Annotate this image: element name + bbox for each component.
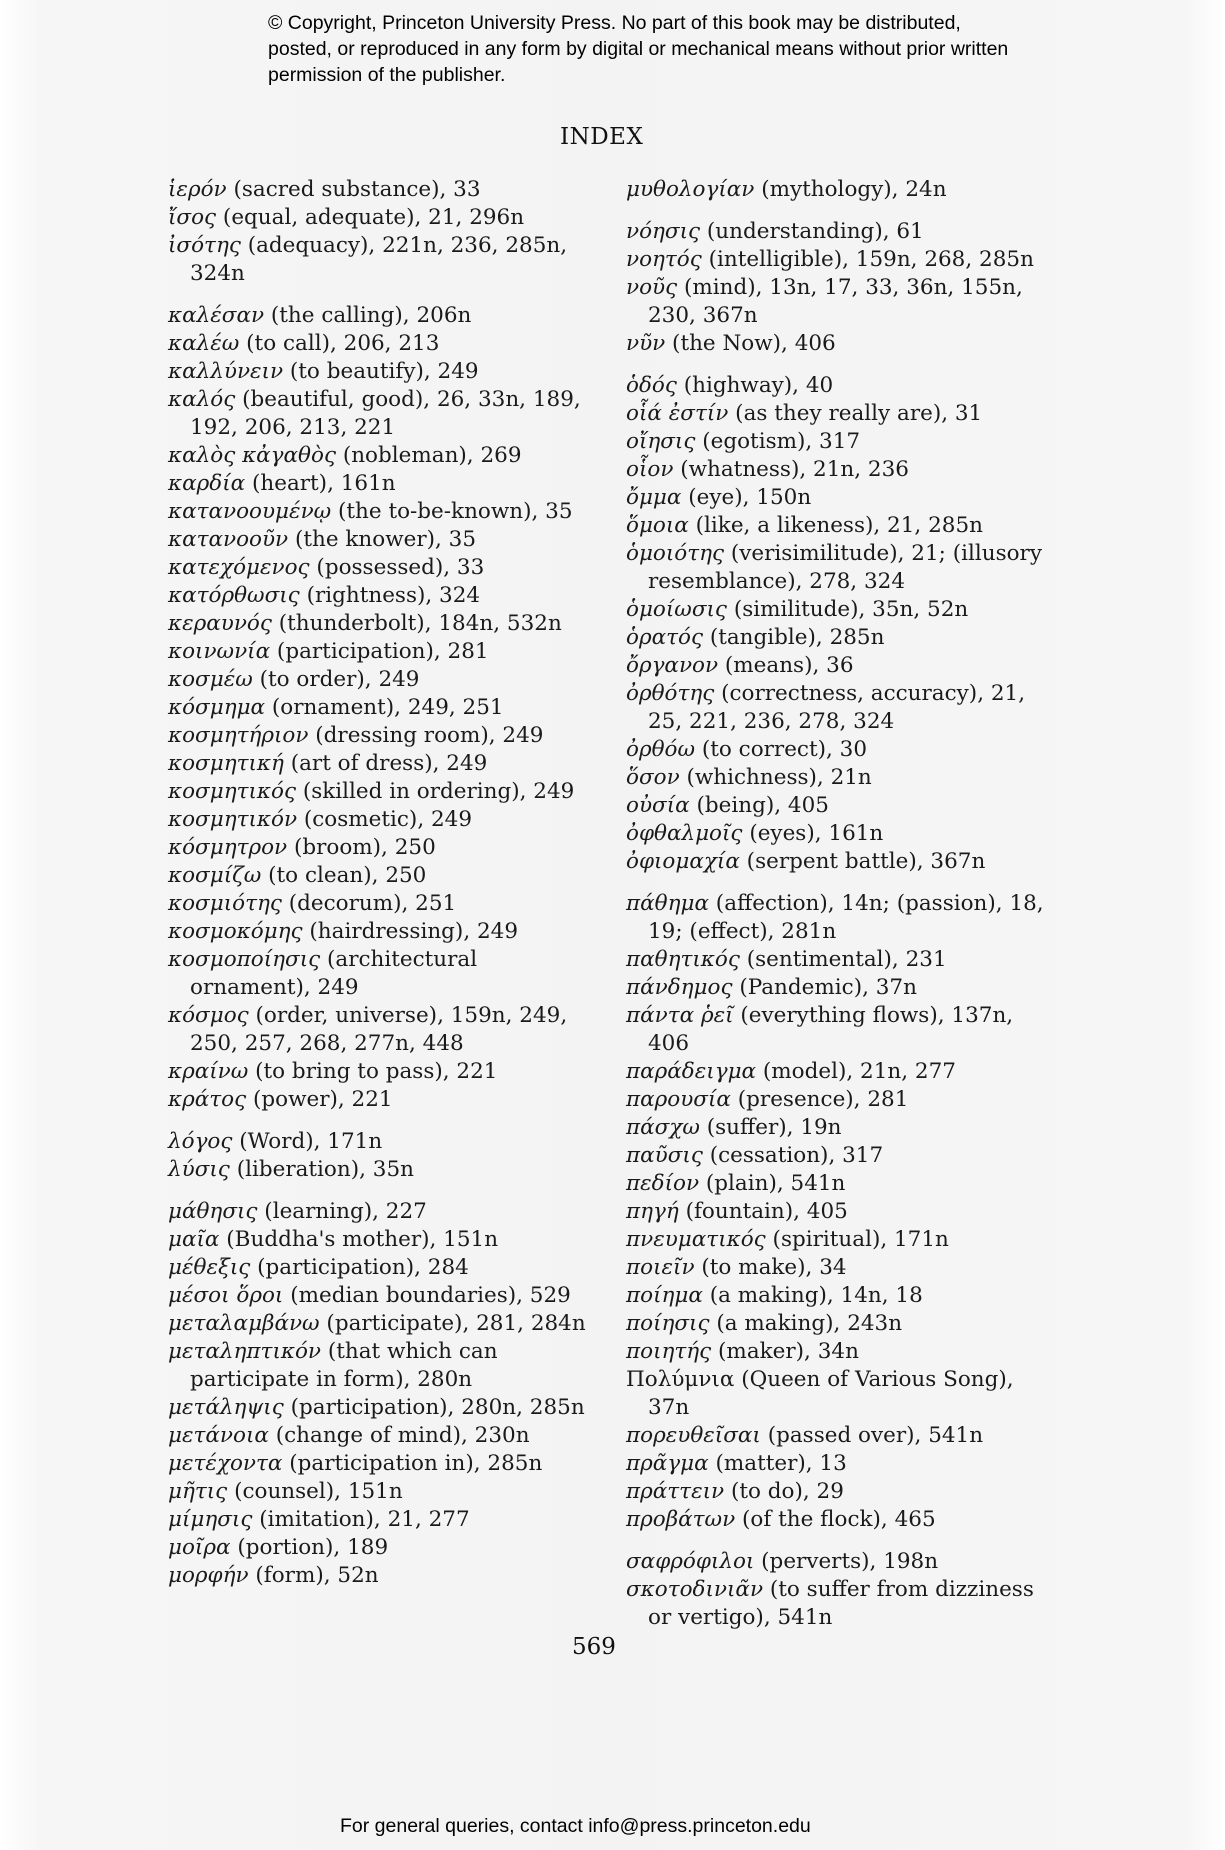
index-gloss: (equal, adequate), 21, 296n bbox=[216, 205, 525, 230]
index-term: κατανοουμένῳ bbox=[168, 499, 332, 524]
index-entry bbox=[626, 946, 1056, 974]
index-term: οἴησις bbox=[626, 429, 696, 454]
index-gloss: (rightness), 324 bbox=[299, 583, 481, 608]
index-entry bbox=[168, 176, 598, 204]
index-term: ὁδός bbox=[626, 373, 677, 398]
index-term: μετάληψις bbox=[168, 1395, 284, 1420]
index-entry bbox=[626, 596, 1056, 624]
index-term: ποιητής bbox=[626, 1339, 712, 1364]
index-gloss: (to suffer from dizziness or vertigo), 541n bbox=[648, 1577, 1034, 1630]
index-gloss: (perverts), 198n bbox=[754, 1549, 939, 1574]
index-entry bbox=[626, 540, 1056, 596]
index-gloss: (of the flock), 465 bbox=[735, 1507, 936, 1532]
index-term: κοσμιότης bbox=[168, 891, 282, 916]
index-entry bbox=[168, 610, 598, 638]
index-entry bbox=[168, 722, 598, 750]
index-entry bbox=[168, 1506, 598, 1534]
index-term: νοητός bbox=[626, 247, 702, 272]
index-entry bbox=[626, 1058, 1056, 1086]
index-gloss: (whatness), 21n, 236 bbox=[673, 457, 909, 482]
index-entry bbox=[626, 1254, 1056, 1282]
index-term: καρδία bbox=[168, 471, 246, 496]
index-term: καλέω bbox=[168, 331, 240, 356]
index-term: κατόρθωσις bbox=[168, 583, 300, 608]
index-entry bbox=[168, 834, 598, 862]
index-gloss: (the knower), 35 bbox=[288, 527, 477, 552]
index-gloss: (everything flows), 137n, 406 bbox=[648, 1003, 1014, 1056]
index-entry bbox=[626, 1142, 1056, 1170]
index-term: κραίνω bbox=[168, 1059, 249, 1084]
index-term: ὄμμα bbox=[626, 485, 682, 510]
index-term: πεδίον bbox=[626, 1171, 700, 1196]
index-term: πορευθεῖσαι bbox=[626, 1423, 761, 1448]
index-gloss: (median boundaries), 529 bbox=[283, 1283, 571, 1308]
index-gloss: (broom), 250 bbox=[287, 835, 436, 860]
index-term: κόσμος bbox=[168, 1003, 249, 1028]
index-entry bbox=[626, 764, 1056, 792]
index-gloss: (participate), 281, 284n bbox=[319, 1311, 586, 1336]
index-term: κράτος bbox=[168, 1087, 247, 1112]
index-term: πνευματικός bbox=[626, 1227, 766, 1252]
index-term: ὅσον bbox=[626, 765, 680, 790]
index-gloss: (correctness, accuracy), 21, 25, 221, 236, 278, 324 bbox=[648, 681, 1026, 734]
index-term: νόησις bbox=[626, 219, 701, 244]
index-gloss: (tangible), 285n bbox=[702, 625, 885, 650]
index-column-right bbox=[626, 176, 1056, 1632]
index-term: μῆτις bbox=[168, 1479, 228, 1504]
index-term: προβάτων bbox=[626, 1507, 736, 1532]
index-gloss: (participation in), 285n bbox=[282, 1451, 543, 1476]
index-term: ὀρθόω bbox=[626, 737, 696, 762]
index-gloss: (imitation), 21, 277 bbox=[252, 1507, 470, 1532]
index-entry bbox=[626, 246, 1056, 274]
index-term: κοινωνία bbox=[168, 639, 271, 664]
index-gloss: (portion), 189 bbox=[230, 1535, 389, 1560]
index-gloss: (liberation), 35n bbox=[229, 1157, 414, 1182]
index-gloss: (model), 21n, 277 bbox=[756, 1059, 956, 1084]
index-entry bbox=[168, 1534, 598, 1562]
index-gloss: (beautiful, good), 26, 33n, 189, 192, 206, 213, 221 bbox=[190, 387, 581, 440]
index-term: ὄργανον bbox=[626, 653, 719, 678]
index-gloss: (the Now), 406 bbox=[665, 331, 836, 356]
index-term: ποίησις bbox=[626, 1311, 710, 1336]
index-gloss: (to bring to pass), 221 bbox=[248, 1059, 498, 1084]
index-term: ὁμοιότης bbox=[626, 541, 725, 566]
index-term: ποιεῖν bbox=[626, 1255, 695, 1280]
index-term: καλλύνειν bbox=[168, 359, 284, 384]
index-entry bbox=[168, 1058, 598, 1086]
index-entry bbox=[168, 232, 598, 288]
index-entry bbox=[168, 1254, 598, 1282]
index-column-left bbox=[168, 176, 598, 1590]
index-entry bbox=[168, 638, 598, 666]
index-gloss: (intelligible), 159n, 268, 285n bbox=[701, 247, 1034, 272]
index-entry bbox=[626, 1478, 1056, 1506]
index-entry bbox=[626, 274, 1056, 330]
index-entry bbox=[626, 1576, 1056, 1632]
index-gloss: (plain), 541n bbox=[699, 1171, 846, 1196]
index-term: κοσμητική bbox=[168, 751, 284, 776]
index-term: σαφρόφιλοι bbox=[626, 1549, 755, 1574]
entry-gap bbox=[168, 1184, 598, 1198]
entry-gap bbox=[626, 1534, 1056, 1548]
index-term: κοσμέω bbox=[168, 667, 253, 692]
index-term: ποίημα bbox=[626, 1283, 703, 1308]
index-gloss: (form), 52n bbox=[248, 1563, 379, 1588]
index-entry bbox=[168, 694, 598, 722]
index-term: ὀρθότης bbox=[626, 681, 715, 706]
index-term: πάνδημος bbox=[626, 975, 733, 1000]
index-entry bbox=[168, 1562, 598, 1590]
index-gloss: (that which can participate in form), 280n bbox=[190, 1339, 498, 1392]
index-gloss: (eyes), 161n bbox=[742, 821, 884, 846]
index-entry bbox=[626, 484, 1056, 512]
index-term: οὐσία bbox=[626, 793, 690, 818]
index-term: μάθησις bbox=[168, 1199, 258, 1224]
index-term: κοσμοποίησις bbox=[168, 947, 321, 972]
index-entry bbox=[168, 778, 598, 806]
index-entry bbox=[626, 1086, 1056, 1114]
index-entry bbox=[168, 302, 598, 330]
index-gloss: (learning), 227 bbox=[257, 1199, 427, 1224]
index-entry bbox=[168, 582, 598, 610]
index-entry bbox=[626, 792, 1056, 820]
index-entry bbox=[168, 498, 598, 526]
index-term: μεταληπτικόν bbox=[168, 1339, 321, 1364]
index-gloss: (passed over), 541n bbox=[760, 1423, 984, 1448]
index-gloss: (participation), 284 bbox=[250, 1255, 469, 1280]
index-gloss: (to beautify), 249 bbox=[283, 359, 479, 384]
index-entry bbox=[168, 1156, 598, 1184]
index-entry bbox=[168, 890, 598, 918]
index-entry bbox=[626, 330, 1056, 358]
index-gloss: (affection), 14n; (passion), 18, 19; (effect), 281n bbox=[648, 891, 1044, 944]
index-gloss: (understanding), 61 bbox=[700, 219, 924, 244]
index-entry bbox=[168, 1310, 598, 1338]
index-entry bbox=[626, 820, 1056, 848]
index-gloss: (architectural ornament), 249 bbox=[190, 947, 478, 1000]
page-title: INDEX bbox=[560, 124, 644, 150]
index-entry bbox=[168, 1226, 598, 1254]
index-gloss: (verisimilitude), 21; (illusory resemblance), 278, 324 bbox=[648, 541, 1042, 594]
index-term: καλέσαν bbox=[168, 303, 265, 328]
index-gloss: (spiritual), 171n bbox=[765, 1227, 949, 1252]
index-gloss: (participation), 280n, 285n bbox=[283, 1395, 585, 1420]
index-term: παῦσις bbox=[626, 1143, 703, 1168]
copyright-notice: © Copyright, Princeton University Press. No part of this book may be distributed, posted, or reproduced in any form by digital or mechanical means without prior written permission of the publisher. bbox=[268, 12, 1009, 86]
index-gloss: (nobleman), 269 bbox=[335, 443, 522, 468]
index-entry bbox=[626, 372, 1056, 400]
index-gloss: (participation), 281 bbox=[270, 639, 489, 664]
index-term: ὁρατός bbox=[626, 625, 703, 650]
index-gloss: (being), 405 bbox=[689, 793, 829, 818]
index-term: λύσις bbox=[168, 1157, 230, 1182]
index-term: κεραυνός bbox=[168, 611, 272, 636]
entry-gap bbox=[168, 1114, 598, 1128]
index-entry bbox=[626, 1226, 1056, 1254]
index-entry bbox=[168, 1198, 598, 1226]
index-entry bbox=[626, 512, 1056, 540]
index-gloss: (change of mind), 230n bbox=[268, 1423, 530, 1448]
index-gloss: (a making), 243n bbox=[709, 1311, 903, 1336]
index-entry bbox=[168, 554, 598, 582]
index-gloss: (cessation), 317 bbox=[702, 1143, 884, 1168]
index-gloss: (means), 36 bbox=[718, 653, 854, 678]
index-entry bbox=[168, 1338, 598, 1394]
index-entry bbox=[626, 1198, 1056, 1226]
index-gloss: (mythology), 24n bbox=[754, 177, 947, 202]
index-gloss: (matter), 13 bbox=[708, 1451, 847, 1476]
index-gloss: (maker), 34n bbox=[711, 1339, 859, 1364]
footer-contact: For general queries, contact info@press.princeton.edu bbox=[340, 1815, 811, 1837]
index-gloss: (to do), 29 bbox=[724, 1479, 844, 1504]
index-entry bbox=[168, 806, 598, 834]
index-term: κοσμητικόν bbox=[168, 807, 298, 832]
index-entry bbox=[626, 1506, 1056, 1534]
index-term: καλὸς κἀγαθὸς bbox=[168, 443, 336, 468]
index-gloss: (possessed), 33 bbox=[309, 555, 485, 580]
index-term: μαῖα bbox=[168, 1227, 220, 1252]
index-gloss: (suffer), 19n bbox=[699, 1115, 842, 1140]
index-gloss: (cosmetic), 249 bbox=[297, 807, 473, 832]
index-term: μυθολογίαν bbox=[626, 177, 755, 202]
index-term: μετάνοια bbox=[168, 1423, 269, 1448]
index-entry bbox=[168, 1086, 598, 1114]
page-number: 569 bbox=[572, 1634, 616, 1660]
index-entry bbox=[626, 1002, 1056, 1058]
index-entry bbox=[168, 330, 598, 358]
index-term: μίμησις bbox=[168, 1507, 253, 1532]
index-term: παθητικός bbox=[626, 947, 740, 972]
index-term: ὅμοια bbox=[626, 513, 689, 538]
index-term: Πολύμνια bbox=[626, 1367, 735, 1392]
index-entry bbox=[626, 680, 1056, 736]
index-term: ὁμοίωσις bbox=[626, 597, 727, 622]
index-entry bbox=[626, 848, 1056, 876]
index-gloss: (counsel), 151n bbox=[227, 1479, 403, 1504]
index-gloss: (sacred substance), 33 bbox=[226, 177, 481, 202]
index-gloss: (Word), 171n bbox=[232, 1129, 383, 1154]
index-gloss: (to correct), 30 bbox=[695, 737, 868, 762]
index-entry bbox=[168, 1002, 598, 1058]
index-term: ἰσότης bbox=[168, 233, 241, 258]
index-gloss: (decorum), 251 bbox=[281, 891, 457, 916]
index-entry bbox=[168, 1478, 598, 1506]
index-gloss: (highway), 40 bbox=[676, 373, 834, 398]
index-gloss: (to make), 34 bbox=[694, 1255, 847, 1280]
index-entry bbox=[168, 1394, 598, 1422]
index-gloss: (sentimental), 231 bbox=[739, 947, 947, 972]
index-entry bbox=[626, 428, 1056, 456]
index-entry bbox=[168, 1422, 598, 1450]
index-term: οἷον bbox=[626, 457, 674, 482]
index-gloss: (serpent battle), 367n bbox=[739, 849, 986, 874]
index-entry bbox=[626, 1114, 1056, 1142]
index-term: κοσμητικός bbox=[168, 779, 296, 804]
index-term: νοῦς bbox=[626, 275, 678, 300]
index-gloss: (as they really are), 31 bbox=[728, 401, 983, 426]
index-term: μορφήν bbox=[168, 1563, 249, 1588]
index-gloss: (similitude), 35n, 52n bbox=[726, 597, 969, 622]
index-entry bbox=[626, 624, 1056, 652]
index-gloss: (to clean), 250 bbox=[261, 863, 427, 888]
index-entry bbox=[626, 1422, 1056, 1450]
index-entry bbox=[626, 1338, 1056, 1366]
index-gloss: (to call), 206, 213 bbox=[239, 331, 440, 356]
index-gloss: (presence), 281 bbox=[730, 1087, 909, 1112]
index-gloss: (order, universe), 159n, 249, 250, 257, 268, 277n, 448 bbox=[190, 1003, 568, 1056]
index-entry bbox=[168, 204, 598, 232]
index-entry bbox=[626, 400, 1056, 428]
index-gloss: (hairdressing), 249 bbox=[302, 919, 519, 944]
index-term: κοσμητήριον bbox=[168, 723, 309, 748]
index-gloss: (heart), 161n bbox=[245, 471, 396, 496]
index-entry bbox=[168, 358, 598, 386]
index-term: σκοτοδινιᾶν bbox=[626, 1577, 764, 1602]
index-term: μετέχοντα bbox=[168, 1451, 283, 1476]
index-gloss: (Pandemic), 37n bbox=[732, 975, 917, 1000]
index-term: ὀφθαλμοῖς bbox=[626, 821, 743, 846]
index-term: οἷά ἐστίν bbox=[626, 401, 729, 426]
entry-gap bbox=[168, 288, 598, 302]
index-gloss: (mind), 13n, 17, 33, 36n, 155n, 230, 367n bbox=[648, 275, 1023, 328]
index-entry bbox=[168, 1450, 598, 1478]
index-gloss: (a making), 14n, 18 bbox=[702, 1283, 923, 1308]
index-entry bbox=[626, 218, 1056, 246]
entry-gap bbox=[626, 204, 1056, 218]
index-entry bbox=[168, 470, 598, 498]
index-entry bbox=[168, 1282, 598, 1310]
index-gloss: (like, a likeness), 21, 285n bbox=[688, 513, 983, 538]
index-term: κοσμίζω bbox=[168, 863, 262, 888]
index-gloss: (eye), 150n bbox=[681, 485, 812, 510]
index-gloss: (ornament), 249, 251 bbox=[265, 695, 504, 720]
index-entry bbox=[626, 1366, 1056, 1422]
index-term: κόσμητρον bbox=[168, 835, 288, 860]
index-term: κατεχόμενος bbox=[168, 555, 310, 580]
entry-gap bbox=[626, 358, 1056, 372]
index-entry bbox=[168, 918, 598, 946]
index-term: κόσμημα bbox=[168, 695, 266, 720]
index-term: λόγος bbox=[168, 1129, 233, 1154]
index-entry bbox=[168, 862, 598, 890]
index-gloss: (skilled in ordering), 249 bbox=[295, 779, 575, 804]
index-entry bbox=[168, 442, 598, 470]
index-term: πηγή bbox=[626, 1199, 679, 1224]
entry-gap bbox=[626, 876, 1056, 890]
index-term: πράττειν bbox=[626, 1479, 725, 1504]
index-term: μεταλαμβάνω bbox=[168, 1311, 320, 1336]
index-gloss: (fountain), 405 bbox=[678, 1199, 848, 1224]
index-entry bbox=[168, 666, 598, 694]
index-entry bbox=[626, 890, 1056, 946]
index-entry bbox=[626, 1310, 1056, 1338]
index-entry bbox=[168, 1128, 598, 1156]
index-entry bbox=[626, 1170, 1056, 1198]
index-gloss: (art of dress), 249 bbox=[283, 751, 488, 776]
index-term: παράδειγμα bbox=[626, 1059, 757, 1084]
index-entry bbox=[168, 386, 598, 442]
index-gloss: (egotism), 317 bbox=[695, 429, 861, 454]
index-term: ὀφιομαχία bbox=[626, 849, 740, 874]
index-term: μέσοι ὅροι bbox=[168, 1283, 284, 1308]
index-gloss: (adequacy), 221n, 236, 285n, 324n bbox=[190, 233, 568, 286]
index-gloss: (dressing room), 249 bbox=[308, 723, 544, 748]
index-entry bbox=[168, 946, 598, 1002]
index-entry bbox=[168, 526, 598, 554]
index-term: πάσχω bbox=[626, 1115, 700, 1140]
index-entry bbox=[626, 736, 1056, 764]
index-gloss: (to order), 249 bbox=[252, 667, 420, 692]
index-gloss: (the calling), 206n bbox=[264, 303, 472, 328]
index-term: καλός bbox=[168, 387, 236, 412]
index-gloss: (Queen of Various Song), 37n bbox=[648, 1367, 1014, 1420]
index-term: μοῖρα bbox=[168, 1535, 231, 1560]
index-term: ἱερόν bbox=[168, 177, 227, 202]
index-term: πρᾶγμα bbox=[626, 1451, 709, 1476]
index-entry bbox=[626, 974, 1056, 1002]
index-gloss: (thunderbolt), 184n, 532n bbox=[271, 611, 562, 636]
index-entry bbox=[168, 750, 598, 778]
index-gloss: (the to-be-known), 35 bbox=[331, 499, 573, 524]
index-term: πάθημα bbox=[626, 891, 709, 916]
index-entry bbox=[626, 1548, 1056, 1576]
index-entry bbox=[626, 456, 1056, 484]
index-term: νῦν bbox=[626, 331, 666, 356]
index-term: μέθεξις bbox=[168, 1255, 251, 1280]
index-entry bbox=[626, 1282, 1056, 1310]
index-gloss: (whichness), 21n bbox=[679, 765, 872, 790]
index-term: παρουσία bbox=[626, 1087, 731, 1112]
index-term: ἴσος bbox=[168, 205, 217, 230]
index-term: κατανοοῦν bbox=[168, 527, 289, 552]
index-entry bbox=[626, 652, 1056, 680]
index-entry bbox=[626, 176, 1056, 204]
index-entry bbox=[626, 1450, 1056, 1478]
index-gloss: (Buddha's mother), 151n bbox=[219, 1227, 499, 1252]
index-term: κοσμοκόμης bbox=[168, 919, 303, 944]
index-term: πάντα ῥεῖ bbox=[626, 1003, 734, 1028]
index-gloss: (power), 221 bbox=[246, 1087, 393, 1112]
